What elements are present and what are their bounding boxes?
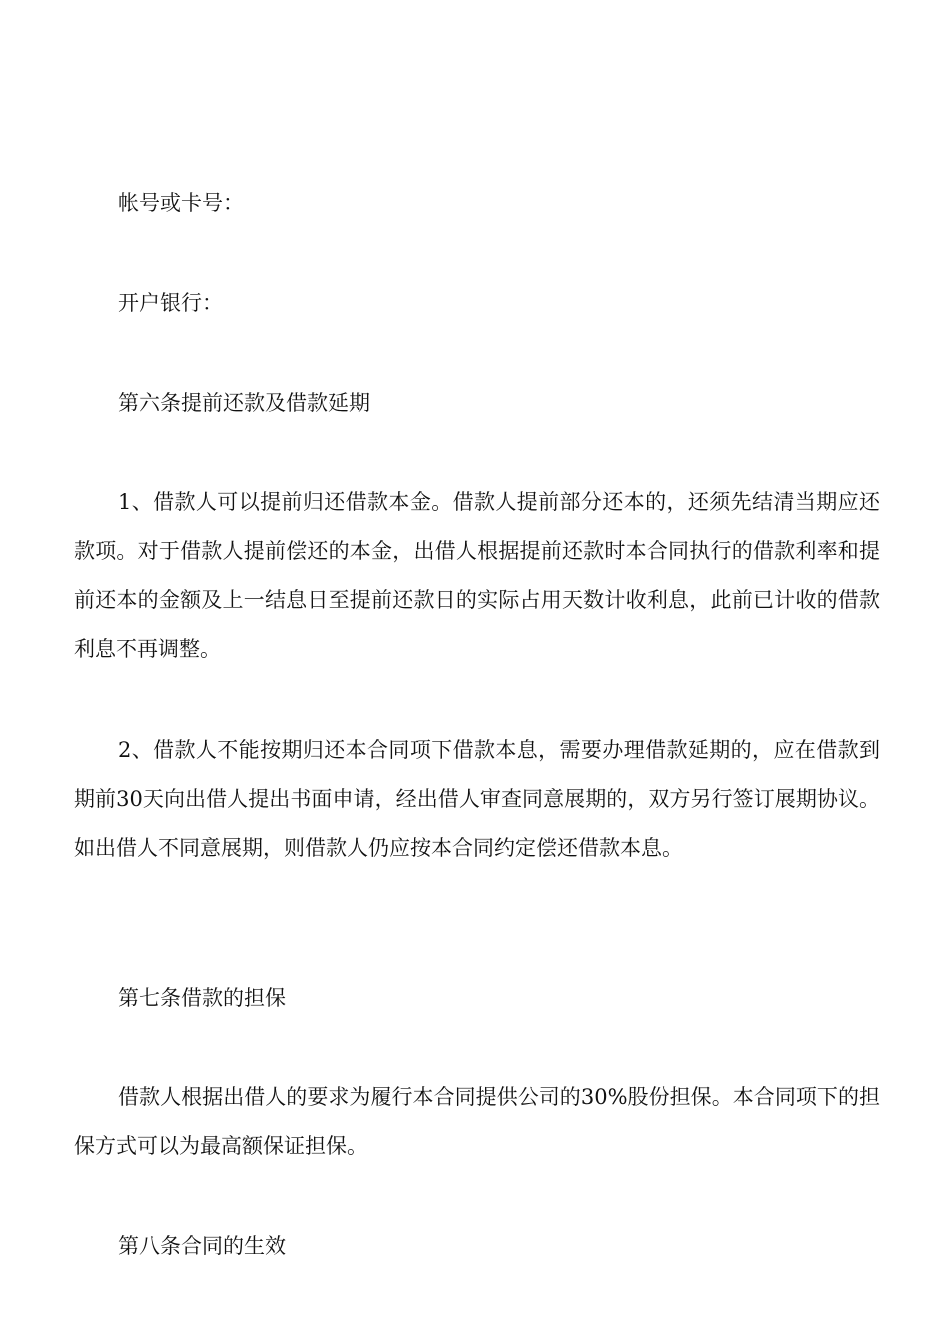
account-number-line: 帐号或卡号： [118,191,244,215]
article-7-body: 借款人根据出借人的要求为履行本合同提供公司的30%股份担保。本合同项下的担保方式可以为最高额保证担保。 [74,1085,880,1158]
article-6-clause-1: 1、借款人可以提前归还借款本金。借款人提前部分还本的，还须先结清当期应还款项。对于借款人提前偿还的本金，出借人根据提前还款时本合同执行的借款利率和提前还本的金额及上一结息日至提前还款日的实际占用天数计收利息，此前已计收的借款利息不再调整。 [74,490,880,661]
article-8-heading: 第八条合同的生效 [118,1234,286,1258]
opening-bank-line: 开户银行： [118,291,223,315]
article-6-heading: 第六条提前还款及借款延期 [118,391,370,415]
article-6-clause-2: 2、借款人不能按期归还本合同项下借款本息，需要办理借款延期的，应在借款到期前30天向出借人提出书面申请，经出借人审查同意展期的，双方另行签订展期协议。如出借人不同意展期，则借款人仍应按本合同约定偿还借款本息。 [74,738,880,860]
article-7-heading: 第七条借款的担保 [118,986,286,1010]
